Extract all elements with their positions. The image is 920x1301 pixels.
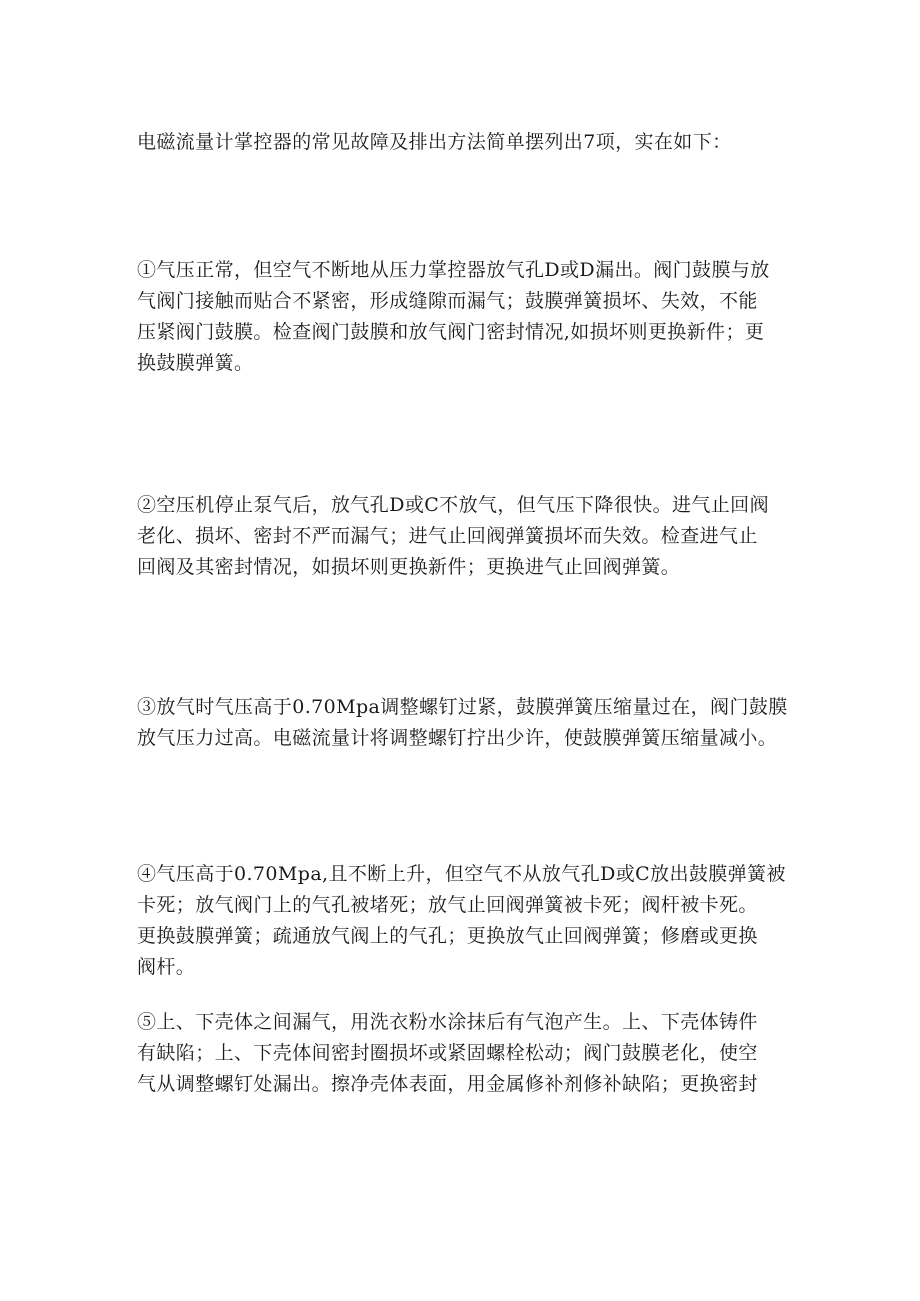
paragraph-4-line-2: 卡死；放气阀门上的气孔被堵死；放气止回阀弹簧被卡死；阀杆被卡死。 [137,894,758,916]
paragraph-4-line-1: ④气压高于0.70Mpa,且不断上升，但空气不从放气孔D或C放出鼓膜弹簧被 [137,863,786,885]
intro-text: 电磁流量计掌控器的常见故障及排出方法简单摆列出7项，实在如下： [137,131,732,153]
paragraph-1-line-1: ①气压正常，但空气不断地从压力掌控器放气孔D或D漏出。阀门鼓膜与放 [137,259,770,281]
paragraph-1 [137,255,797,379]
paragraph-5-line-2: 有缺陷；上、下壳体间密封圈损坏或紧固螺栓松动；阀门鼓膜老化，使空 [137,1042,758,1064]
paragraph-2-line-1: ②空压机停止泵气后，放气孔D或C不放气，但气压下降很快。进气止回阀 [137,494,769,516]
paragraph-1-line-2: 气阀门接触而贴合不紧密，形成缝隙而漏气；鼓膜弹簧损坏、失效，不能 [137,290,758,312]
paragraph-2 [137,490,797,583]
paragraph-1-line-4: 换鼓膜弹簧。 [137,352,254,374]
paragraph-5-line-1: ⑤上、下壳体之间漏气，用洗衣粉水涂抹后有气泡产生。上、下壳体铸件 [137,1011,758,1033]
paragraph-5 [137,1007,797,1100]
paragraph-2-line-3: 回阀及其密封情况，如损坏则更换新件；更换进气止回阀弹簧。 [137,556,681,578]
paragraph-4 [137,859,797,983]
paragraph-5-line-3: 气从调整螺钉处漏出。擦净壳体表面，用金属修补剂修补缺陷；更换密封 [137,1073,758,1095]
paragraph-3-line-1: ③放气时气压高于0.70Mpa调整螺钉过紧，鼓膜弹簧压缩量过在，阀门鼓膜 [137,696,788,718]
paragraph-1-line-3: 压紧阀门鼓膜。检查阀门鼓膜和放气阀门密封情况,如损坏则更换新件；更 [137,321,765,343]
paragraph-3 [137,692,797,754]
paragraph-2-line-2: 老化、损坏、密封不严而漏气；进气止回阀弹簧损坏而失效。检查进气止 [137,525,758,547]
paragraph-3-line-2: 放气压力过高。电磁流量计将调整螺钉拧出少许，使鼓膜弹簧压缩量减小。 [137,727,778,749]
paragraph-4-line-3: 更换鼓膜弹簧；疏通放气阀上的气孔；更换放气止回阀弹簧；修磨或更换 [137,925,758,947]
paragraph-4-line-4: 阀杆。 [137,956,196,978]
